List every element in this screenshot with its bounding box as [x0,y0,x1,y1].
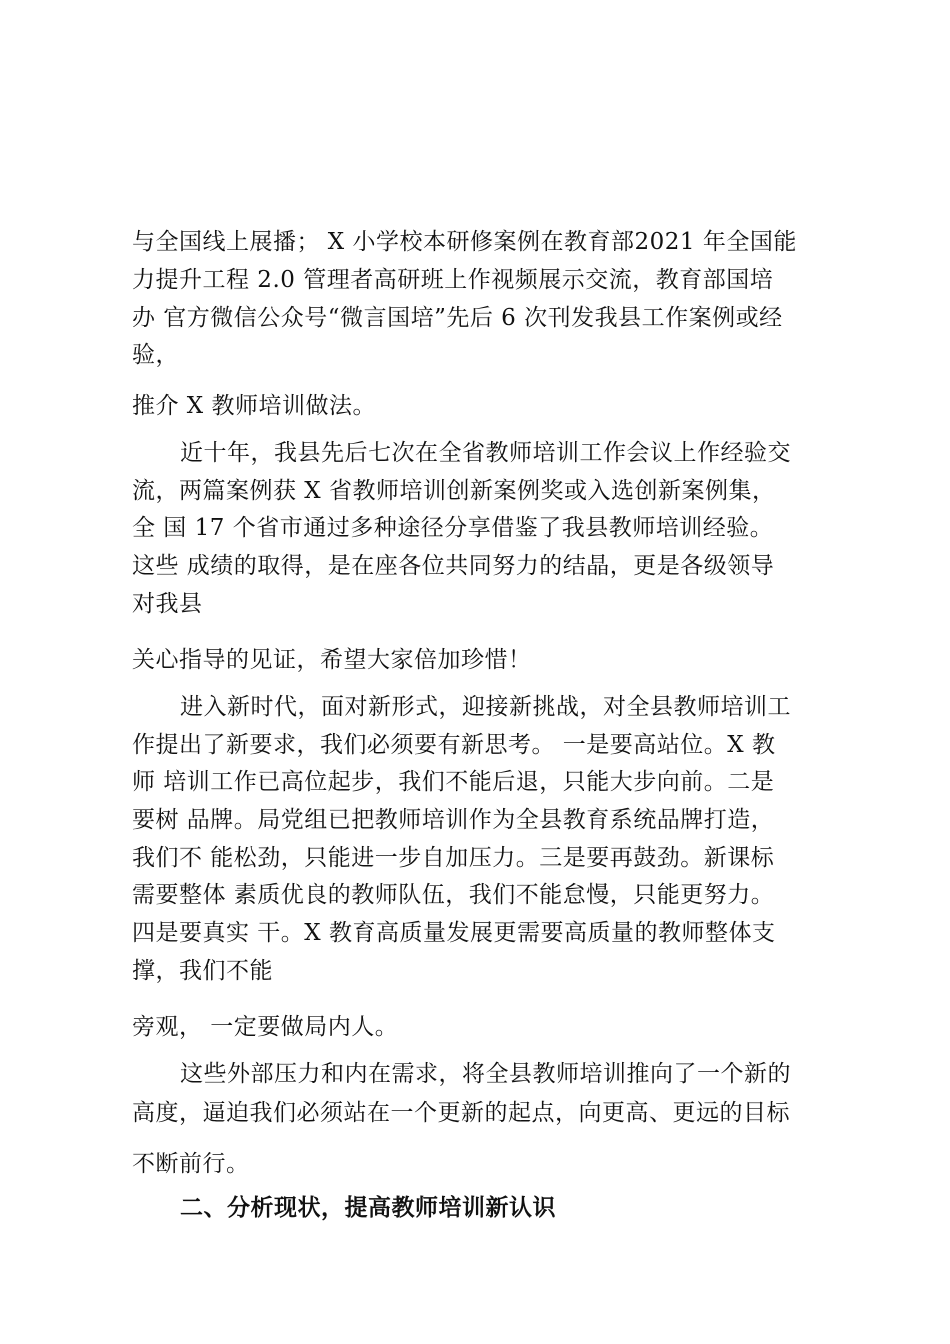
paragraph-3-line-2: 作提出了新要求，我们必须要有新思考。 一是要高站位。X 教 [132,732,776,758]
paragraph-2-line-5: 对我县 [132,591,203,617]
paragraph-3-line-5: 我们不 能松劲，只能进一步自加压力。三是要再鼓劲。新课标 [132,845,775,871]
paragraph-3-line-9: 旁观， 一定要做局内人。 [132,1014,399,1040]
paragraph-3-line-3: 师 培训工作已高位起步，我们不能后退，只能大步向前。二是 [132,769,775,795]
paragraph-2-line-6: 关心指导的见证，希望大家倍加珍惜！ [132,647,532,673]
paragraph-2-line-3: 全 国 17 个省市通过多种途径分享借鉴了我县教师培训经验。 [132,515,774,541]
paragraph-2-line-1: 近十年，我县先后七次在全省教师培训工作会议上作经验交 [180,440,791,466]
paragraph-3-line-1: 进入新时代，面对新形式，迎接新挑战，对全县教师培训工 [180,694,791,720]
paragraph-3-line-6: 需要整体 素质优良的教师队伍，我们不能怠慢，只能更努力。 [132,882,775,908]
section-heading: 二、分析现状，提高教师培训新认识 [180,1195,556,1221]
paragraph-1-line-1: 与全国线上展播； X 小学校本研修案例在教育部2021 年全国能 [132,229,797,255]
paragraph-4-line-2: 高度，逼迫我们必须站在一个更新的起点，向更高、更远的目标 [132,1100,790,1126]
paragraph-2-line-4: 这些 成绩的取得，是在座各位共同努力的结晶，更是各级领导 [132,553,775,579]
paragraph-1-line-4: 验， [132,342,179,368]
paragraph-3-line-8: 撑，我们不能 [132,958,273,984]
paragraph-1-line-3: 办 官方微信公众号“微言国培”先后 6 次刊发我县工作案例或经 [132,305,783,331]
paragraph-3-line-7: 四是要真实 干。X 教育高质量发展更需要高质量的教师整体支 [132,920,776,946]
paragraph-1-line-5: 推介 X 教师培训做法。 [132,393,376,419]
paragraph-1-line-2: 力提升工程 2.0 管理者高研班上作视频展示交流，教育部国培 [132,267,774,293]
paragraph-3-line-4: 要树 品牌。局党组已把教师培训作为全县教育系统品牌打造， [132,807,775,833]
paragraph-4-line-1: 这些外部压力和内在需求，将全县教师培训推向了一个新的 [180,1061,791,1087]
paragraph-4-line-3: 不断前行。 [132,1151,250,1177]
paragraph-2-line-2: 流，两篇案例获 X 省教师培训创新案例奖或入选创新案例集， [132,478,776,504]
